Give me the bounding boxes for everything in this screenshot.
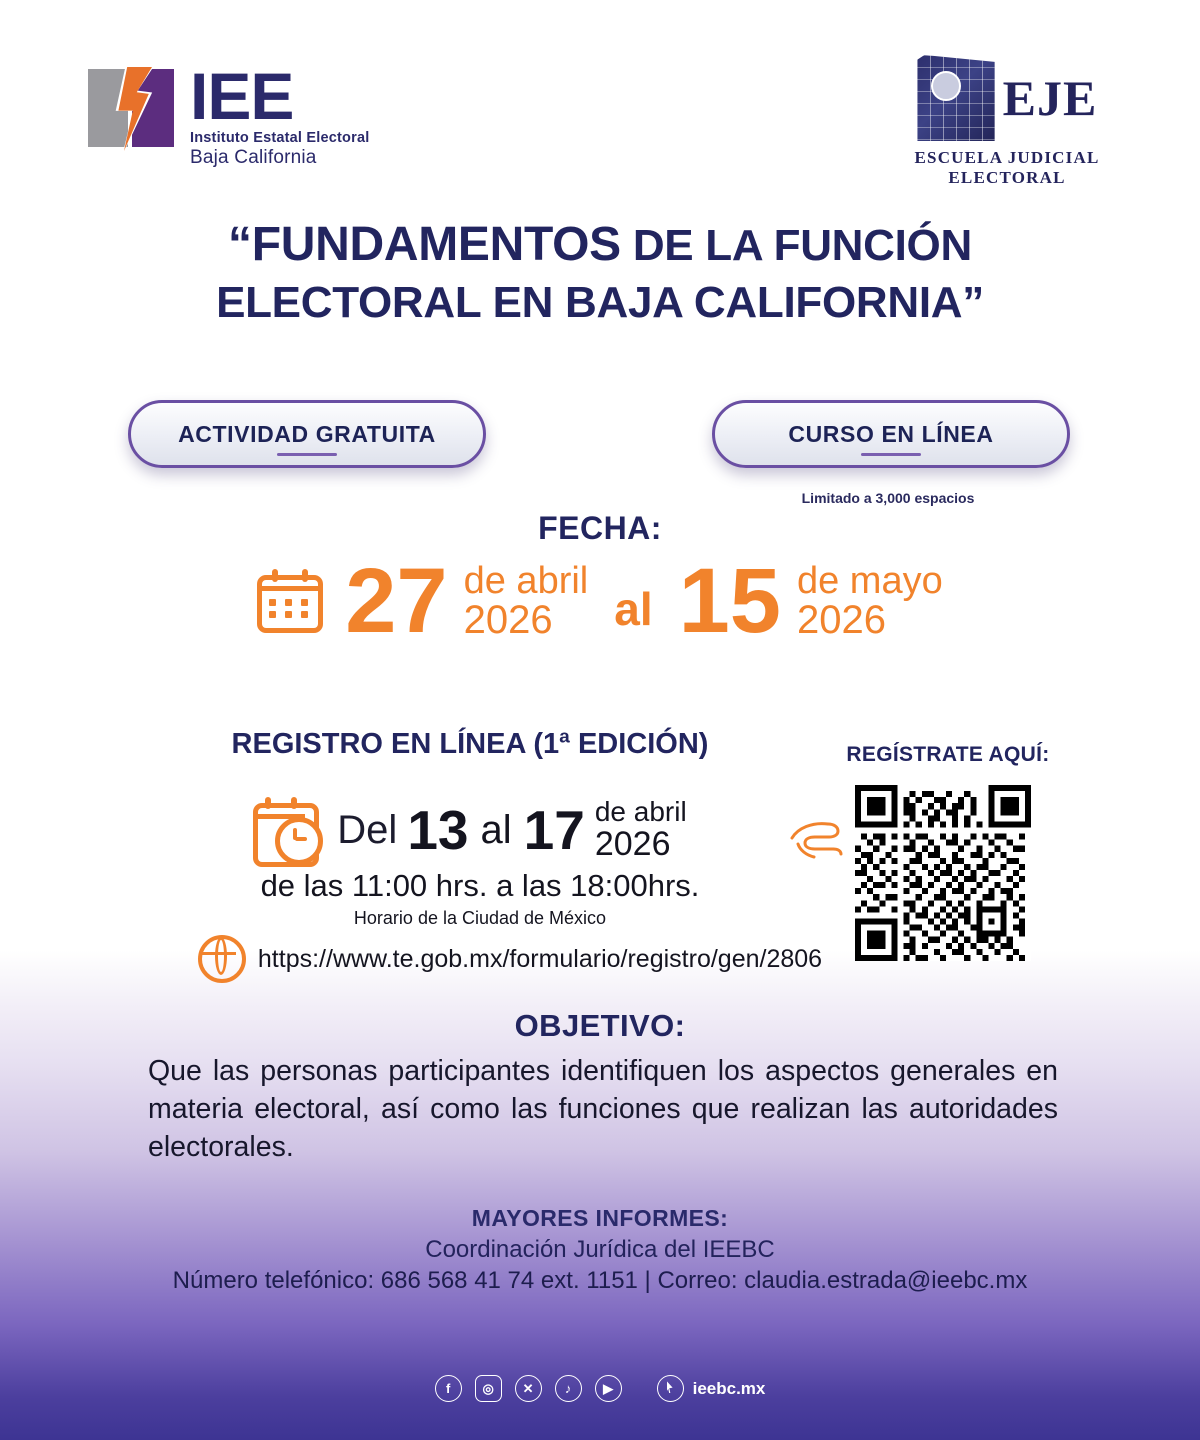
registro-month: de abril	[594, 796, 687, 828]
eje-acronym: EJE	[1002, 70, 1098, 126]
fecha-end-year: 2026	[796, 598, 886, 643]
badge-underline	[861, 453, 921, 456]
registro-day-from: 13	[407, 798, 469, 861]
fecha-connector: al	[614, 583, 653, 636]
registro-dates-row	[150, 795, 790, 865]
fecha-start-month: de abril	[463, 560, 589, 603]
calendar-clock-icon	[253, 795, 323, 865]
registro-hours: de las 11:00 hrs. a las 18:00hrs.	[260, 868, 700, 903]
website-icon	[657, 1375, 684, 1402]
registro-day-to: 17	[523, 798, 585, 861]
registro-timezone: Horario de la Ciudad de México	[353, 908, 607, 928]
website-link[interactable]	[657, 1375, 766, 1402]
objetivo-text: Que las personas participantes identifiquen los aspectos generales en materia electoral, así como las funciones que realizan las autoridades electorales.	[148, 1055, 1058, 1164]
qr-label: REGÍSTRATE AQUÍ:	[846, 743, 1050, 766]
title-part-2: DE LA FUNCIÓN	[620, 221, 972, 270]
calendar-icon	[257, 569, 323, 633]
badge-curso-en-linea	[712, 400, 1070, 468]
badge-actividad-gratuita-label: ACTIVIDAD GRATUITA	[178, 420, 436, 447]
tiktok-icon[interactable]: ♪	[555, 1375, 582, 1402]
registro-del-label: Del	[337, 807, 398, 852]
logo-header	[0, 55, 1200, 185]
iee-institute-name: Instituto Estatal Electoral	[190, 129, 370, 146]
fecha-start-year: 2026	[463, 598, 553, 643]
fecha-start-day: 27	[345, 550, 448, 652]
qr-code[interactable]	[855, 785, 1031, 961]
x-twitter-icon[interactable]: ✕	[515, 1375, 542, 1402]
instagram-icon[interactable]: ◎	[475, 1375, 502, 1402]
registro-al-label: al	[480, 807, 512, 852]
registro-title: REGISTRO EN LÍNEA (1ª EDICIÓN)	[231, 728, 709, 760]
fecha-end-day: 15	[678, 550, 781, 652]
iee-logo	[88, 59, 370, 169]
footer-social-bar	[0, 1375, 1200, 1402]
globe-icon	[198, 935, 246, 983]
page-title	[0, 215, 1200, 331]
informes-department: Coordinación Jurídica del IEEBC	[425, 1236, 775, 1263]
eje-name-line1: ESCUELA JUDICIAL	[914, 148, 1100, 167]
informes-title: MAYORES INFORMES:	[471, 1205, 729, 1231]
fecha-row	[0, 550, 1200, 652]
fecha-end-month: de mayo	[796, 560, 943, 603]
badge-curso-en-linea-label: CURSO EN LÍNEA	[788, 420, 994, 447]
registro-url[interactable]: https://www.te.gob.mx/formulario/registro/gen/2806	[257, 944, 823, 973]
title-part-1: “FUNDAMENTOS	[228, 218, 621, 271]
registro-year: 2026	[594, 824, 671, 863]
youtube-icon[interactable]: ▶	[595, 1375, 622, 1402]
iee-flame-logo-icon	[88, 63, 180, 155]
badge-actividad-gratuita	[128, 400, 486, 468]
title-part-3: ELECTORAL EN BAJA CALIFORNIA”	[216, 278, 984, 328]
eje-logo	[892, 55, 1122, 188]
objetivo-title: OBJETIVO:	[514, 1008, 686, 1043]
iee-state-name: Baja California	[190, 146, 317, 168]
pointing-hand-icon	[788, 808, 850, 864]
facebook-icon[interactable]: f	[435, 1375, 462, 1402]
website-label: ieebc.mx	[692, 1378, 766, 1398]
eje-building-logo-icon	[917, 55, 995, 141]
registro-url-row	[170, 935, 850, 983]
badge-capacity-note: Limitado a 3,000 espacios	[801, 490, 975, 506]
badge-underline	[277, 453, 337, 456]
iee-acronym: IEE	[190, 59, 294, 133]
informes-contact: Número telefónico: 686 568 41 74 ext. 1151 | Correo: claudia.estrada@ieebc.mx	[172, 1267, 1028, 1294]
fecha-label: FECHA:	[538, 510, 662, 546]
eje-name-line2: ELECTORAL	[948, 168, 1066, 187]
